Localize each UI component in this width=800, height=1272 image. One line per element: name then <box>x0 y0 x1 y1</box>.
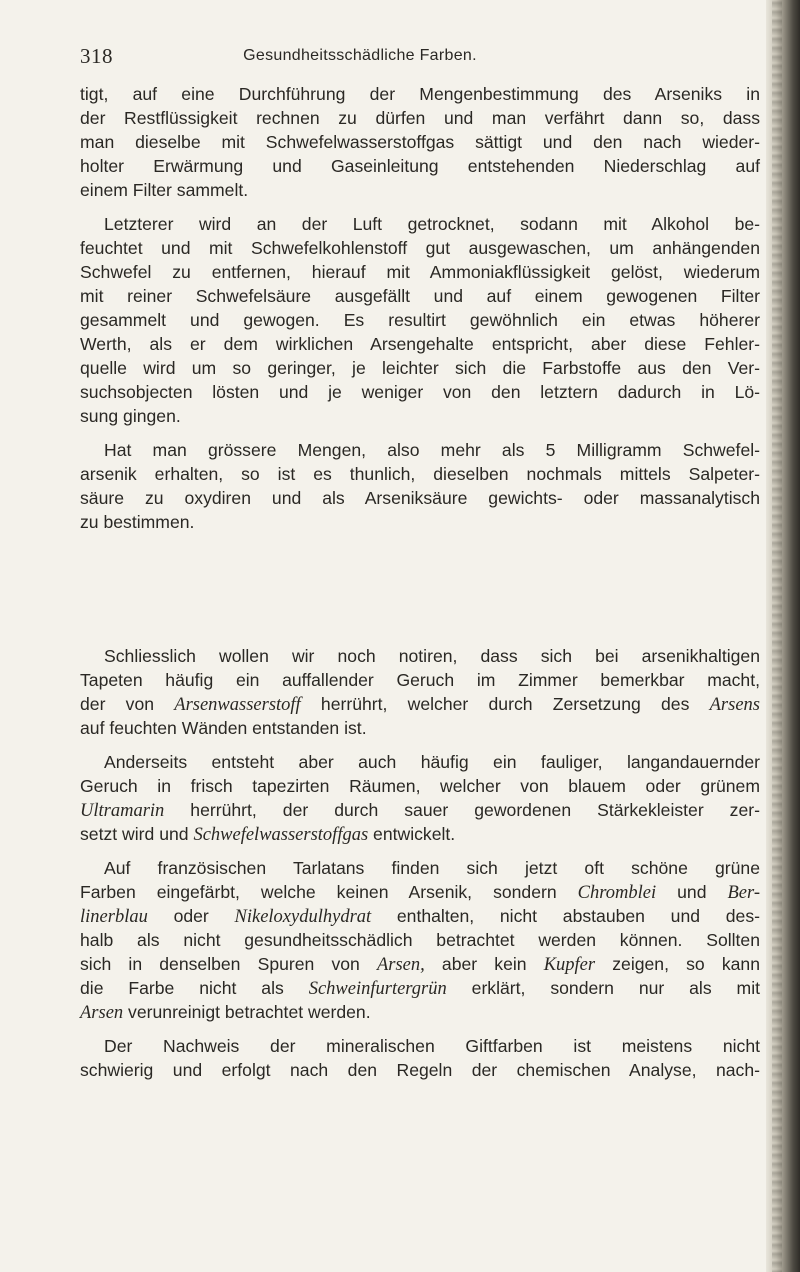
text-line <box>80 1000 760 1024</box>
text-line: quelle wird um so geringer, je leichter sich die Farbstoffe aus den Ver- <box>80 358 760 378</box>
text-line: Werth, als er dem wirklichen Arsengehalte entspricht, aber diese Fehler- <box>80 334 760 354</box>
text-line: suchsobjecten lösten und je weniger von den letztern dadurch in Lö- <box>80 382 760 402</box>
text-line: Der Nachweis der mineralischen Giftfarben ist meistens nicht <box>104 1036 760 1056</box>
text-line: man dieselbe mit Schwefelwasserstoffgas sättigt und den nach wieder- <box>80 132 760 152</box>
text-run: setzt wird und <box>80 824 194 844</box>
text-run: aber kein <box>424 954 544 974</box>
italic-term: Arsenwasserstoff <box>174 695 301 715</box>
italic-term: Arsens <box>709 695 760 715</box>
text-run: entwickelt. <box>368 824 456 844</box>
text-line: mit reiner Schwefelsäure ausgefällt und auf einem gewogenen Filter <box>80 286 760 306</box>
text-line: Auf französischen Tarlatans finden sich jetzt oft schöne grüne <box>104 858 760 878</box>
text-line: gesammelt und gewogen. Es resultirt gewöhnlich ein etwas höherer <box>80 310 760 330</box>
text-line <box>80 880 760 904</box>
text-line: einem Filter sammelt. <box>80 180 249 200</box>
text-run: sich in denselben Spuren von <box>80 954 377 974</box>
text-line: Schliesslich wollen wir noch notiren, dass sich bei arsenikhaltigen <box>104 646 760 666</box>
text-run: und <box>656 882 728 902</box>
text-run: erklärt, sondern nur als mit <box>446 978 760 998</box>
text-line: Schwefel zu entfernen, hierauf mit Ammoniakflüssigkeit gelöst, wiederum <box>80 262 760 282</box>
text-run: herrührt, welcher durch Zersetzung des <box>300 694 710 714</box>
text-line: arsenik erhalten, so ist es thunlich, dieselben nochmals mittels Salpeter- <box>80 464 760 484</box>
italic-term: Chromblei <box>577 883 657 903</box>
paragraph-5 <box>80 750 760 846</box>
italic-term: Schwefelwasserstoffgas <box>193 825 369 845</box>
text-line: Tapeten häufig ein auffallender Geruch im Zimmer bemerkbar macht, <box>80 670 760 690</box>
text-line: tigt, auf eine Durchführung der Mengenbestimmung des Arseniks in <box>80 84 760 104</box>
text-line: auf feuchten Wänden entstanden ist. <box>80 718 367 738</box>
text-line: sung gingen. <box>80 406 181 426</box>
text-line: holter Erwärmung und Gaseinleitung entstehenden Niederschlag auf <box>80 156 760 176</box>
text-run: zeigen, so kann <box>595 954 760 974</box>
text-line: Hat man grössere Mengen, also mehr als 5 Milligramm Schwefel- <box>104 440 760 460</box>
text-line: säure zu oxydiren und als Arseniksäure gewichts- oder massanalytisch <box>80 488 760 508</box>
italic-term: Arsen <box>80 1003 124 1023</box>
text-run: die Farbe nicht als <box>80 978 309 998</box>
running-head: Gesundheitsschädliche Farben. <box>243 47 477 64</box>
text-line: schwierig und erfolgt nach den Regeln der chemischen Analyse, nach- <box>80 1060 760 1080</box>
text-line <box>80 952 760 976</box>
text-line <box>80 798 760 822</box>
text-line: zu bestimmen. <box>80 512 195 532</box>
italic-term: Nikeloxydulhydrat <box>234 907 372 927</box>
italic-term: linerblau <box>80 907 148 927</box>
lower-text-block <box>80 644 760 1082</box>
text-line <box>80 904 760 928</box>
text-line <box>80 976 760 1000</box>
text-line: Letzterer wird an der Luft getrocknet, sodann mit Alkohol be- <box>104 214 760 234</box>
text-run: verunreinigt betrachtet werden. <box>123 1002 371 1022</box>
text-line: feuchtet und mit Schwefelkohlenstoff gut ausgewaschen, um anhängenden <box>80 238 760 258</box>
paragraph-4 <box>80 644 760 740</box>
text-line: Geruch in frisch tapezirten Räumen, welcher von blauem oder grünem <box>80 776 760 796</box>
text-line <box>80 692 760 716</box>
text-line <box>80 822 760 846</box>
italic-term: Ultramarin <box>80 801 165 821</box>
italic-term: Arsen, <box>376 955 425 975</box>
paragraph-2 <box>80 212 760 428</box>
text-line: Anderseits entsteht aber auch häufig ein fauliger, langandauernder <box>104 752 760 772</box>
paragraph-1 <box>80 82 760 202</box>
text-line: der Restflüssigkeit rechnen zu dürfen und man verfährt dann so, dass <box>80 108 760 128</box>
text-run: enthalten, nicht abstauben und des- <box>371 906 760 926</box>
italic-term: Schweinfurtergrün <box>308 979 447 999</box>
page-number: 318 <box>80 44 113 68</box>
italic-term: Kupfer <box>543 955 596 975</box>
paragraph-6 <box>80 856 760 1024</box>
page-header <box>80 44 640 74</box>
italic-term: Ber- <box>727 883 760 903</box>
paragraph-7 <box>80 1034 760 1082</box>
page-binding-edge <box>766 0 800 1272</box>
text-run: herrührt, der durch sauer gewordenen Stärkekleister zer- <box>164 800 760 820</box>
text-run: Farben eingefärbt, welche keinen Arsenik, sondern <box>80 882 578 902</box>
paragraph-3 <box>80 438 760 534</box>
text-run: oder <box>147 906 235 926</box>
text-line: halb als nicht gesundheitsschädlich betrachtet werden können. Sollten <box>80 930 760 950</box>
text-run: der von <box>80 694 175 714</box>
upper-text-block <box>80 82 760 534</box>
